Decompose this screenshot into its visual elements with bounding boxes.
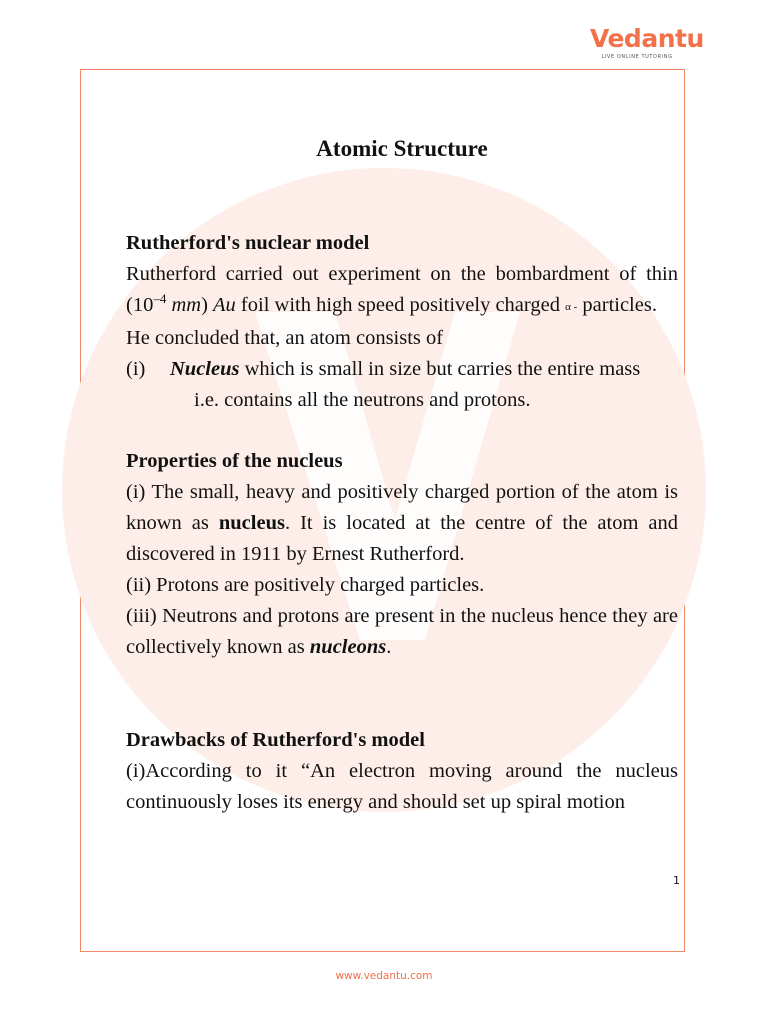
properties-paragraph-1: [126, 477, 678, 570]
text-run: . It is located at the centre of the atom and discovered in 1911 by Ernest Rutherford.: [126, 512, 678, 565]
text-run: foil with high speed positively charged: [235, 294, 566, 316]
model-paragraph-1: [126, 259, 678, 323]
text-run: Rutherford carried out experiment on the bombardment of thin (10: [126, 263, 678, 316]
document-body: [126, 132, 678, 818]
page-number: 1: [673, 874, 680, 887]
list-item-text: [170, 354, 640, 385]
list-marker: (i): [126, 358, 146, 380]
page-title: Atomic Structure: [316, 136, 488, 161]
logo-wordmark: Vedantu: [590, 24, 704, 53]
alpha-symbol: α -: [565, 301, 578, 313]
term-nucleus-bold: nucleus: [218, 512, 285, 534]
footer-link[interactable]: www.vedantu.com: [335, 970, 433, 982]
text-run: .: [386, 636, 392, 658]
term-nucleus: Nucleus: [170, 358, 240, 380]
drawbacks-paragraph-1: (i)According to it “An electron moving around the nucleus continuously loses its energy and should set up spiral motion: [126, 760, 678, 813]
unit-mm: mm: [166, 294, 202, 316]
symbol-au: Au: [213, 294, 236, 316]
text-run: (iii) Neutrons and protons are present in the nucleus hence they are collectively known as: [126, 605, 678, 658]
list-item-continuation: i.e. contains all the neutrons and protons.: [194, 389, 531, 411]
superscript: –4: [153, 291, 167, 307]
section-heading-drawbacks: Drawbacks of Rutherford's model: [126, 729, 425, 751]
list-item: [126, 354, 678, 385]
section-heading-model: Rutherford's nuclear model: [126, 232, 370, 254]
model-paragraph-2: He concluded that, an atom consists of: [126, 327, 444, 349]
properties-paragraph-2: (ii) Protons are positively charged particles.: [126, 574, 485, 596]
section-heading-properties: Properties of the nucleus: [126, 450, 343, 472]
properties-paragraph-3: [126, 601, 678, 663]
text-run: (i) The small, heavy and positively charged portion of the atom is known as: [126, 481, 678, 534]
logo-tagline: LIVE ONLINE TUTORING: [601, 54, 673, 60]
text-run: which is small in size but carries the entire mass: [239, 358, 641, 380]
text-run: particles.: [577, 294, 657, 316]
text-run: ): [201, 294, 214, 316]
term-nucleons: nucleons: [309, 636, 387, 658]
